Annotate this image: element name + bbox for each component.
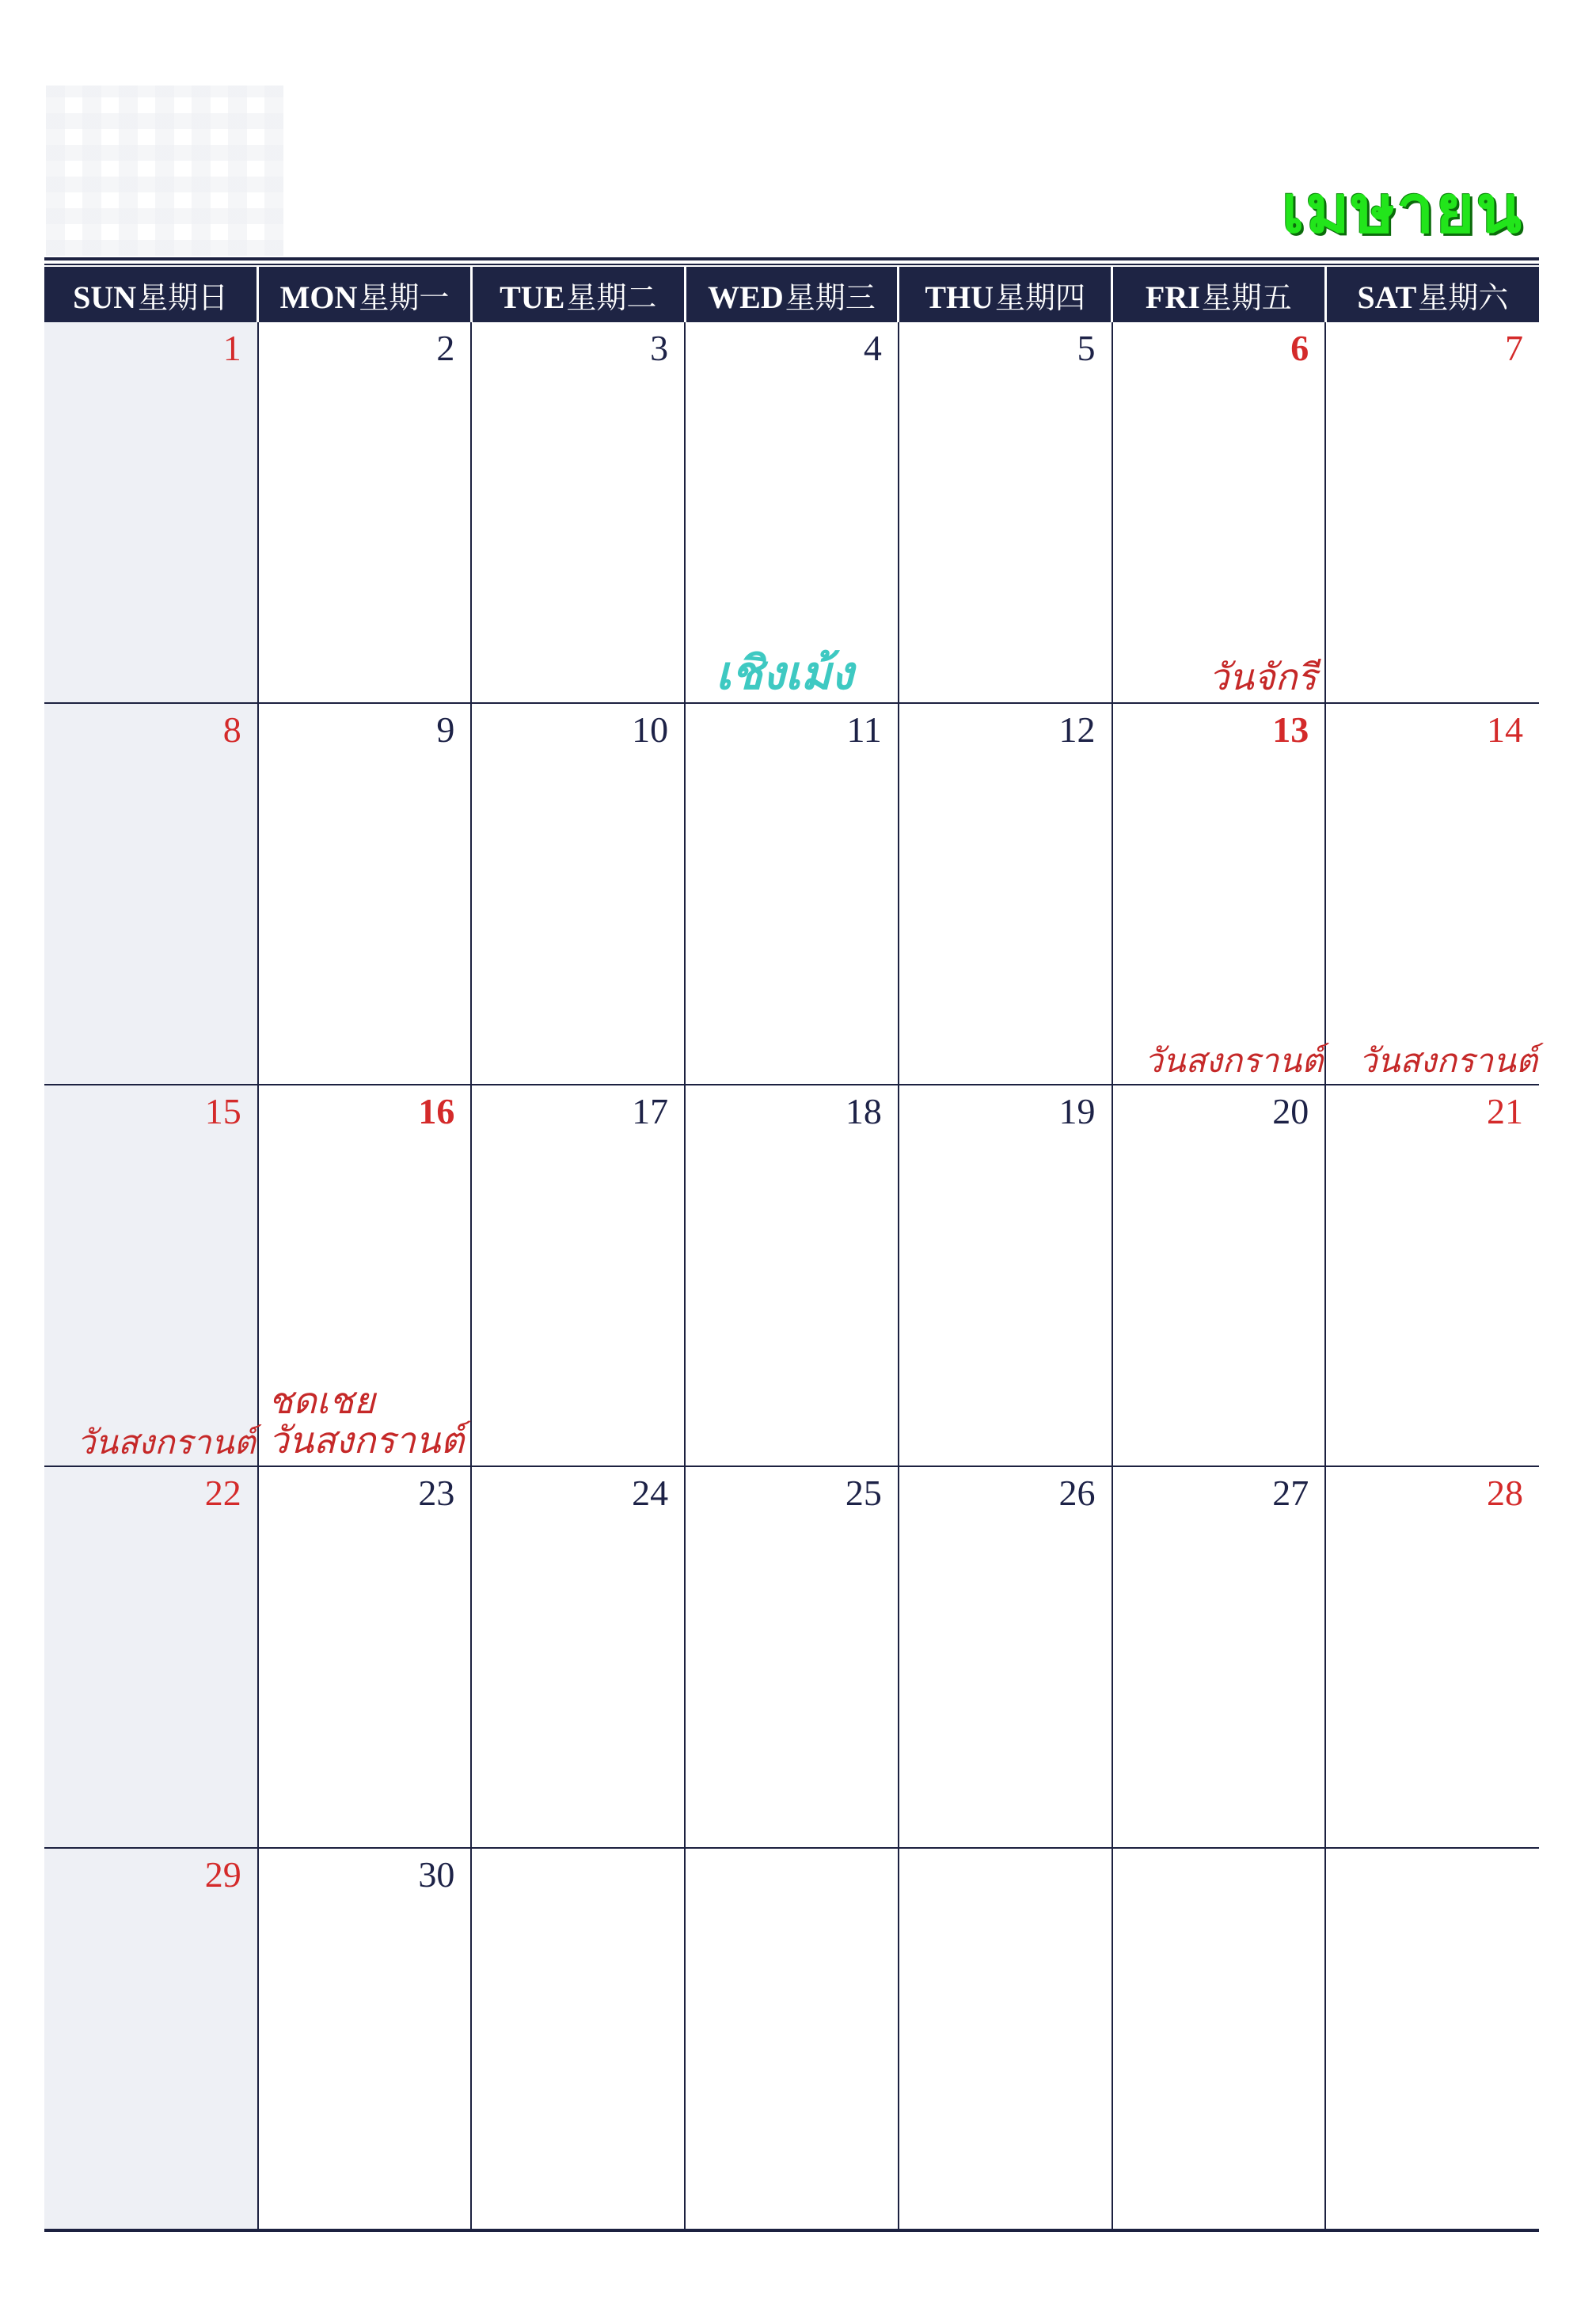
day-number: 22 [204, 1473, 241, 1513]
day-cell [1112, 1848, 1326, 2230]
week-row [44, 1085, 1539, 1466]
day-cell [258, 1848, 472, 2230]
day-cell [44, 1848, 258, 2230]
holiday-note: วันสงกรานต์ [1144, 1040, 1324, 1080]
day-number: 23 [418, 1473, 455, 1513]
day-number: 7 [1505, 328, 1523, 368]
week-row [44, 1848, 1539, 2230]
week-row [44, 703, 1539, 1085]
day-cell [685, 1466, 899, 1848]
day-number: 10 [632, 709, 669, 750]
day-cell [899, 322, 1112, 703]
day-number: 26 [1058, 1473, 1096, 1513]
day-cell [1112, 1085, 1326, 1466]
day-number: 29 [204, 1854, 241, 1895]
day-cell [44, 1085, 258, 1466]
day-cell [44, 1466, 258, 1848]
weekday-header-thu [899, 267, 1112, 322]
holiday-note: ชดเชย วันสงกรานต์ [268, 1378, 465, 1462]
holiday-note: วันสงกรานต์ [1358, 1040, 1537, 1080]
weekday-en: TUE [500, 279, 565, 315]
holiday-note: วันจักรี [1208, 656, 1317, 699]
faded-watermark [46, 86, 283, 256]
day-cell [899, 1848, 1112, 2230]
week-row [44, 1466, 1539, 1848]
day-number: 25 [845, 1473, 882, 1513]
weekday-en: SAT [1357, 279, 1417, 315]
day-number: 16 [418, 1091, 455, 1131]
weekday-zh: 星期三 [785, 279, 876, 315]
weekday-zh: 星期六 [1418, 279, 1509, 315]
week-row [44, 322, 1539, 703]
day-number: 11 [846, 709, 882, 750]
weekday-header-sun [44, 267, 258, 322]
day-number: 30 [418, 1854, 455, 1895]
day-cell [1325, 322, 1539, 703]
day-cell [258, 1466, 472, 1848]
day-number: 24 [632, 1473, 669, 1513]
weekday-header-fri [1112, 267, 1326, 322]
day-number: 15 [204, 1091, 241, 1131]
day-cell [1325, 1848, 1539, 2230]
day-cell [44, 703, 258, 1085]
day-number: 14 [1487, 709, 1523, 750]
day-cell [1112, 322, 1326, 703]
weekday-zh: 星期五 [1201, 279, 1292, 315]
day-number: 4 [863, 328, 882, 368]
day-number: 5 [1077, 328, 1096, 368]
day-number: 27 [1272, 1473, 1309, 1513]
day-cell [685, 322, 899, 703]
calendar-body [44, 322, 1539, 2230]
day-cell [899, 703, 1112, 1085]
day-cell [44, 322, 258, 703]
day-number: 28 [1487, 1473, 1523, 1513]
day-cell [899, 1085, 1112, 1466]
weekday-zh: 星期二 [566, 279, 657, 315]
day-cell [1325, 1085, 1539, 1466]
day-cell [685, 703, 899, 1085]
day-number: 19 [1058, 1091, 1096, 1131]
day-number: 1 [222, 328, 241, 368]
day-cell [258, 1085, 472, 1466]
day-cell [258, 322, 472, 703]
day-cell [471, 1085, 685, 1466]
day-cell [899, 1466, 1112, 1848]
day-number: 18 [845, 1091, 882, 1131]
weekday-zh: 星期一 [359, 279, 450, 315]
day-cell [471, 703, 685, 1085]
weekday-en: FRI [1145, 279, 1200, 315]
day-cell [258, 703, 472, 1085]
top-rule [44, 257, 1539, 260]
day-number: 13 [1272, 709, 1309, 750]
day-cell [685, 1085, 899, 1466]
weekday-zh: 星期四 [995, 279, 1086, 315]
day-cell [1325, 1466, 1539, 1848]
day-cell [1112, 703, 1326, 1085]
day-number: 21 [1487, 1091, 1523, 1131]
holiday-note: เชิงเม้ง [716, 646, 853, 701]
weekday-header-tue [471, 267, 685, 322]
weekday-header-mon [258, 267, 472, 322]
weekday-en: THU [925, 279, 994, 315]
month-title: เมษายน [1281, 170, 1523, 248]
day-number: 6 [1290, 328, 1309, 368]
day-number: 20 [1272, 1091, 1309, 1131]
top-rule-thin [44, 264, 1539, 265]
weekday-header-row [44, 267, 1539, 322]
day-number: 12 [1058, 709, 1096, 750]
weekday-en: MON [279, 279, 358, 315]
day-number: 9 [436, 709, 455, 750]
weekday-zh: 星期日 [138, 279, 229, 315]
weekday-en: WED [708, 279, 784, 315]
weekday-header-sat [1325, 267, 1539, 322]
day-cell [1325, 703, 1539, 1085]
weekday-en: SUN [73, 279, 137, 315]
day-number: 3 [650, 328, 669, 368]
weekday-header-wed [685, 267, 899, 322]
calendar-grid [44, 267, 1539, 2232]
holiday-note: วันสงกรานต์ [76, 1422, 256, 1462]
day-cell [1112, 1466, 1326, 1848]
day-number: 8 [222, 709, 241, 750]
day-number: 2 [436, 328, 455, 368]
day-cell [471, 1848, 685, 2230]
day-cell [471, 322, 685, 703]
day-cell [685, 1848, 899, 2230]
day-number: 17 [632, 1091, 669, 1131]
day-cell [471, 1466, 685, 1848]
